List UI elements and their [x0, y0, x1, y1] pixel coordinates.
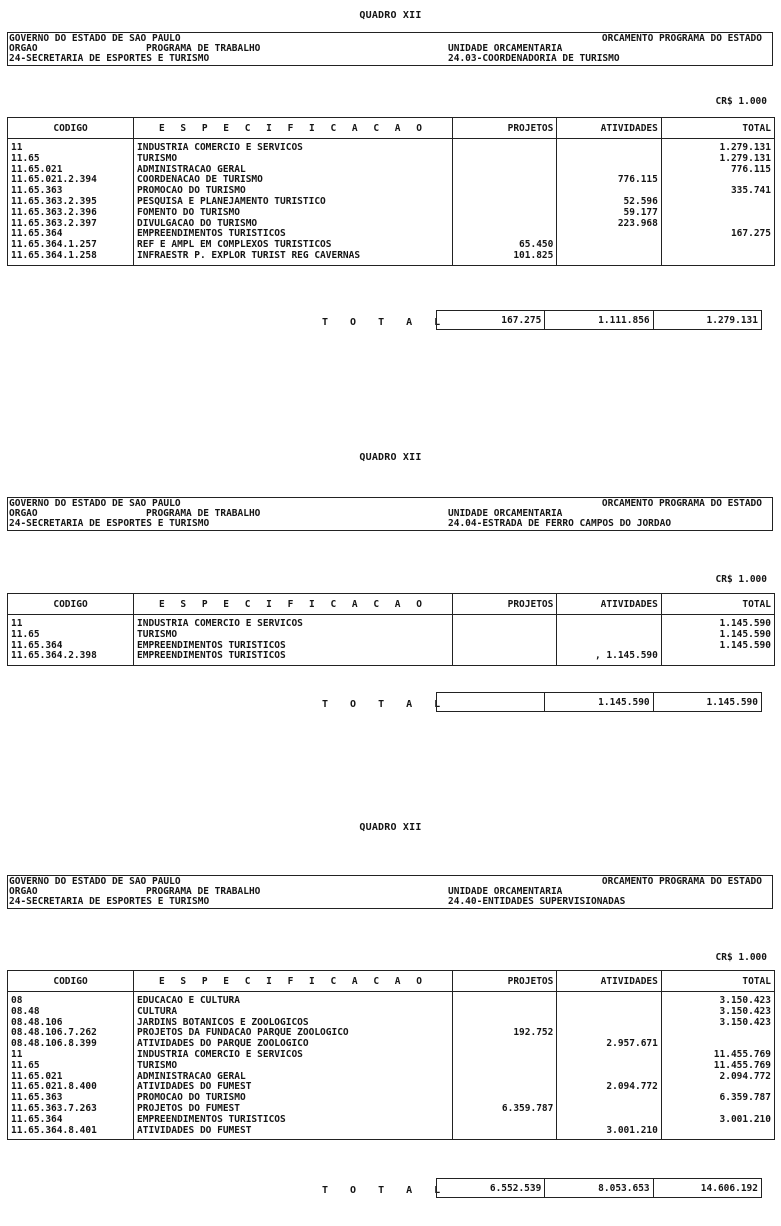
unidade-label: UNIDADE ORCAMENTARIA — [448, 508, 563, 519]
col-header-projetos: PROJETOS — [452, 594, 556, 615]
unidade-value: 24.03-COORDENADORIA DE TURISMO — [448, 53, 620, 64]
col-header-especificacao: E S P E C I F I C A C A O — [134, 118, 453, 139]
cell-especificacao: ATIVIDADES DO FUMEST — [134, 1126, 453, 1140]
cell-total — [661, 251, 774, 265]
cell-atividades — [557, 1061, 661, 1072]
table-row — [8, 1104, 775, 1115]
cell-especificacao: REF E AMPL EM COMPLEXOS TURISTICOS — [134, 240, 453, 251]
total-total: 1.279.131 — [653, 311, 761, 330]
quadro-title: QUADRO XII — [359, 822, 422, 833]
table-row — [8, 1007, 775, 1018]
cell-atividades: 3.001.210 — [557, 1126, 661, 1140]
orgao-value: 24-SECRETARIA DE ESPORTES E TURISMO — [9, 518, 210, 529]
cell-codigo: 11 — [8, 139, 134, 154]
cell-especificacao: TURISMO — [134, 630, 453, 641]
cell-especificacao: INDUSTRIA COMERCIO E SERVICOS — [134, 1050, 453, 1061]
col-header-projetos: PROJETOS — [452, 118, 556, 139]
cell-codigo: 08.48 — [8, 1007, 134, 1018]
cell-total: 11.455.769 — [661, 1050, 774, 1061]
cell-projetos — [452, 154, 556, 165]
cell-atividades — [557, 630, 661, 641]
cell-atividades — [557, 992, 661, 1007]
cell-total — [661, 651, 774, 665]
cell-codigo: 11.65.363.2.396 — [8, 208, 134, 219]
table-row — [8, 165, 775, 176]
programa-label: PROGRAMA DE TRABALHO — [146, 508, 261, 519]
cell-projetos — [452, 651, 556, 665]
cell-projetos — [452, 1061, 556, 1072]
cell-especificacao: CULTURA — [134, 1007, 453, 1018]
cell-projetos — [452, 219, 556, 230]
cell-especificacao: EMPREENDIMENTOS TURISTICOS — [134, 229, 453, 240]
totals-table — [436, 692, 762, 712]
col-header-projetos: PROJETOS — [452, 971, 556, 992]
table-row — [8, 197, 775, 208]
cell-total: 335.741 — [661, 186, 774, 197]
cell-total: 11.455.769 — [661, 1061, 774, 1072]
budget-table — [7, 117, 775, 266]
cell-total: 6.359.787 — [661, 1093, 774, 1104]
cell-codigo: 08.48.106.7.262 — [8, 1028, 134, 1039]
cell-codigo: 11.65.364 — [8, 1115, 134, 1126]
col-header-codigo: CODIGO — [8, 594, 134, 615]
cell-projetos — [452, 197, 556, 208]
cell-especificacao: EMPREENDIMENTOS TURISTICOS — [134, 1115, 453, 1126]
orcamento-label: ORCAMENTO PROGRAMA DO ESTADO — [601, 33, 762, 44]
col-header-total: TOTAL — [661, 594, 774, 615]
cell-especificacao: JARDINS BOTANICOS E ZOOLOGICOS — [134, 1018, 453, 1029]
cell-projetos: 101.825 — [452, 251, 556, 265]
cell-atividades — [557, 1115, 661, 1126]
total-label: T O T A L — [322, 1185, 449, 1196]
cell-total: 1.145.590 — [661, 641, 774, 652]
cell-total: 776.115 — [661, 165, 774, 176]
cell-total — [661, 208, 774, 219]
cell-projetos — [452, 165, 556, 176]
table-row — [8, 1126, 775, 1140]
cell-codigo: 11.65.021 — [8, 1072, 134, 1083]
orcamento-label: ORCAMENTO PROGRAMA DO ESTADO — [601, 876, 762, 887]
total-projetos — [437, 693, 545, 712]
cell-projetos — [452, 208, 556, 219]
total-atividades: 1.145.590 — [545, 693, 653, 712]
col-header-total: TOTAL — [661, 118, 774, 139]
table-header-row — [8, 118, 775, 139]
cell-codigo: 11.65.021 — [8, 165, 134, 176]
col-header-codigo: CODIGO — [8, 118, 134, 139]
cell-atividades: 52.596 — [557, 197, 661, 208]
table-row — [8, 139, 775, 154]
table-row — [8, 641, 775, 652]
total-atividades: 1.111.856 — [545, 311, 653, 330]
orgao-value: 24-SECRETARIA DE ESPORTES E TURISMO — [9, 53, 210, 64]
cell-projetos — [452, 1082, 556, 1093]
cell-atividades: 776.115 — [557, 175, 661, 186]
programa-label: PROGRAMA DE TRABALHO — [146, 43, 261, 54]
col-header-codigo: CODIGO — [8, 971, 134, 992]
cell-atividades — [557, 139, 661, 154]
cell-total — [661, 1028, 774, 1039]
table-row — [8, 1050, 775, 1061]
col-header-atividades: ATIVIDADES — [557, 971, 661, 992]
cell-projetos: 65.450 — [452, 240, 556, 251]
table-row — [8, 1018, 775, 1029]
cell-projetos — [452, 1039, 556, 1050]
cell-projetos — [452, 139, 556, 154]
totals-table — [436, 1178, 762, 1198]
budget-table — [7, 593, 775, 666]
cell-especificacao: EDUCACAO E CULTURA — [134, 992, 453, 1007]
table-header-row — [8, 594, 775, 615]
table-row — [8, 630, 775, 641]
cell-total: 1.145.590 — [661, 615, 774, 630]
cell-especificacao: EMPREENDIMENTOS TURISTICOS — [134, 651, 453, 665]
cell-projetos — [452, 615, 556, 630]
cell-codigo: 11.65.363.2.397 — [8, 219, 134, 230]
governo-label: GOVERNO DO ESTADO DE SAO PAULO — [9, 876, 181, 887]
cell-codigo: 11.65 — [8, 154, 134, 165]
cell-atividades: 2.094.772 — [557, 1082, 661, 1093]
cell-especificacao: ADMINISTRACAO GERAL — [134, 1072, 453, 1083]
cell-atividades: 223.968 — [557, 219, 661, 230]
cell-projetos — [452, 630, 556, 641]
orgao-value: 24-SECRETARIA DE ESPORTES E TURISMO — [9, 896, 210, 907]
budget-table — [7, 970, 775, 1140]
unidade-value: 24.04-ESTRADA DE FERRO CAMPOS DO JORDAO — [448, 518, 672, 529]
total-label: T O T A L — [322, 699, 449, 710]
cell-total: 1.145.590 — [661, 630, 774, 641]
programa-label: PROGRAMA DE TRABALHO — [146, 886, 261, 897]
total-total: 1.145.590 — [653, 693, 761, 712]
cell-codigo: 11.65.364 — [8, 229, 134, 240]
unidade-label: UNIDADE ORCAMENTARIA — [448, 886, 563, 897]
table-row — [8, 1115, 775, 1126]
cell-projetos — [452, 641, 556, 652]
table-row — [8, 651, 775, 665]
table-row — [8, 175, 775, 186]
orcamento-label: ORCAMENTO PROGRAMA DO ESTADO — [601, 498, 762, 509]
cell-especificacao: PESQUISA E PLANEJAMENTO TURISTICO — [134, 197, 453, 208]
orgao-label: ORGAO — [9, 43, 38, 54]
cell-codigo: 11.65 — [8, 630, 134, 641]
cell-projetos — [452, 1126, 556, 1140]
unidade-label: UNIDADE ORCAMENTARIA — [448, 43, 563, 54]
table-row — [8, 1072, 775, 1083]
cell-especificacao: ATIVIDADES DO PARQUE ZOOLOGICO — [134, 1039, 453, 1050]
cell-especificacao: EMPREENDIMENTOS TURISTICOS — [134, 641, 453, 652]
col-header-atividades: ATIVIDADES — [557, 594, 661, 615]
header-box — [7, 875, 773, 909]
cell-especificacao: ADMINISTRACAO GERAL — [134, 165, 453, 176]
cell-codigo: 08.48.106.8.399 — [8, 1039, 134, 1050]
col-header-atividades: ATIVIDADES — [557, 118, 661, 139]
cell-projetos — [452, 175, 556, 186]
cell-codigo: 11.65.364.1.257 — [8, 240, 134, 251]
total-projetos: 6.552.539 — [437, 1179, 545, 1198]
total-atividades: 8.053.653 — [545, 1179, 653, 1198]
cell-especificacao: PROJETOS DA FUNDACAO PARQUE ZOOLOGICO — [134, 1028, 453, 1039]
cell-especificacao: INFRAESTR P. EXPLOR TURIST REG CAVERNAS — [134, 251, 453, 265]
cell-projetos — [452, 1115, 556, 1126]
cell-atividades: 59.177 — [557, 208, 661, 219]
table-row — [8, 186, 775, 197]
cell-atividades — [557, 615, 661, 630]
cell-total — [661, 1126, 774, 1140]
cell-codigo: 11 — [8, 1050, 134, 1061]
cell-atividades — [557, 1104, 661, 1115]
table-row — [8, 251, 775, 265]
cell-atividades — [557, 240, 661, 251]
table-row — [8, 240, 775, 251]
cell-total: 1.279.131 — [661, 139, 774, 154]
cell-codigo: 08 — [8, 992, 134, 1007]
quadro-title: QUADRO XII — [359, 452, 422, 463]
orgao-label: ORGAO — [9, 886, 38, 897]
cell-especificacao: ATIVIDADES DO FUMEST — [134, 1082, 453, 1093]
cell-codigo: 11.65.021.8.400 — [8, 1082, 134, 1093]
cell-codigo: 11.65.363 — [8, 186, 134, 197]
unit-label: CR$ 1.000 — [715, 952, 767, 963]
unit-label: CR$ 1.000 — [715, 574, 767, 585]
cell-total — [661, 197, 774, 208]
table-header-row — [8, 971, 775, 992]
cell-projetos — [452, 1007, 556, 1018]
cell-total: 2.094.772 — [661, 1072, 774, 1083]
cell-atividades — [557, 154, 661, 165]
cell-projetos — [452, 1050, 556, 1061]
cell-codigo: 11.65.364 — [8, 641, 134, 652]
table-row — [8, 992, 775, 1007]
totals-table — [436, 310, 762, 330]
cell-codigo: 11.65 — [8, 1061, 134, 1072]
cell-codigo: 11.65.364.2.398 — [8, 651, 134, 665]
cell-especificacao: COORDENACAO DE TURISMO — [134, 175, 453, 186]
cell-especificacao: INDUSTRIA COMERCIO E SERVICOS — [134, 615, 453, 630]
table-row — [8, 1039, 775, 1050]
cell-projetos: 6.359.787 — [452, 1104, 556, 1115]
cell-projetos — [452, 1072, 556, 1083]
table-row — [8, 219, 775, 230]
governo-label: GOVERNO DO ESTADO DE SAO PAULO — [9, 33, 181, 44]
total-total: 14.606.192 — [653, 1179, 761, 1198]
cell-atividades: , 1.145.590 — [557, 651, 661, 665]
table-row — [8, 1082, 775, 1093]
col-header-especificacao: E S P E C I F I C A C A O — [134, 971, 453, 992]
cell-especificacao: INDUSTRIA COMERCIO E SERVICOS — [134, 139, 453, 154]
cell-projetos: 192.752 — [452, 1028, 556, 1039]
cell-codigo: 11.65.363.7.263 — [8, 1104, 134, 1115]
cell-total: 3.001.210 — [661, 1115, 774, 1126]
cell-atividades — [557, 251, 661, 265]
unidade-value: 24.40-ENTIDADES SUPERVISIONADAS — [448, 896, 626, 907]
cell-projetos — [452, 992, 556, 1007]
cell-total: 167.275 — [661, 229, 774, 240]
cell-especificacao: TURISMO — [134, 1061, 453, 1072]
cell-especificacao: DIVULGACAO DO TURISMO — [134, 219, 453, 230]
cell-especificacao: PROMOCAO DO TURISMO — [134, 186, 453, 197]
cell-total — [661, 240, 774, 251]
cell-atividades — [557, 1093, 661, 1104]
table-row — [8, 615, 775, 630]
cell-atividades — [557, 229, 661, 240]
cell-codigo: 11.65.364.8.401 — [8, 1126, 134, 1140]
cell-codigo: 08.48.106 — [8, 1018, 134, 1029]
cell-codigo: 11.65.364.1.258 — [8, 251, 134, 265]
cell-codigo: 11 — [8, 615, 134, 630]
cell-especificacao: TURISMO — [134, 154, 453, 165]
cell-total: 1.279.131 — [661, 154, 774, 165]
cell-codigo: 11.65.363 — [8, 1093, 134, 1104]
cell-atividades — [557, 1007, 661, 1018]
header-box — [7, 497, 773, 531]
cell-projetos — [452, 186, 556, 197]
cell-total: 3.150.423 — [661, 1018, 774, 1029]
cell-codigo: 11.65.021.2.394 — [8, 175, 134, 186]
cell-atividades — [557, 1018, 661, 1029]
cell-especificacao: FOMENTO DO TURISMO — [134, 208, 453, 219]
col-header-total: TOTAL — [661, 971, 774, 992]
table-row — [8, 1093, 775, 1104]
cell-atividades: 2.957.671 — [557, 1039, 661, 1050]
cell-especificacao: PROJETOS DO FUMEST — [134, 1104, 453, 1115]
cell-atividades — [557, 1050, 661, 1061]
table-row — [8, 1028, 775, 1039]
cell-total: 3.150.423 — [661, 992, 774, 1007]
total-projetos: 167.275 — [437, 311, 545, 330]
table-row — [8, 208, 775, 219]
quadro-title: QUADRO XII — [359, 10, 422, 21]
governo-label: GOVERNO DO ESTADO DE SAO PAULO — [9, 498, 181, 509]
cell-total: 3.150.423 — [661, 1007, 774, 1018]
cell-especificacao: PROMOCAO DO TURISMO — [134, 1093, 453, 1104]
table-row — [8, 1061, 775, 1072]
header-box — [7, 32, 773, 66]
cell-codigo: 11.65.363.2.395 — [8, 197, 134, 208]
orgao-label: ORGAO — [9, 508, 38, 519]
table-row — [8, 229, 775, 240]
col-header-especificacao: E S P E C I F I C A C A O — [134, 594, 453, 615]
table-row — [8, 154, 775, 165]
total-label: T O T A L — [322, 317, 449, 328]
unit-label: CR$ 1.000 — [715, 96, 767, 107]
